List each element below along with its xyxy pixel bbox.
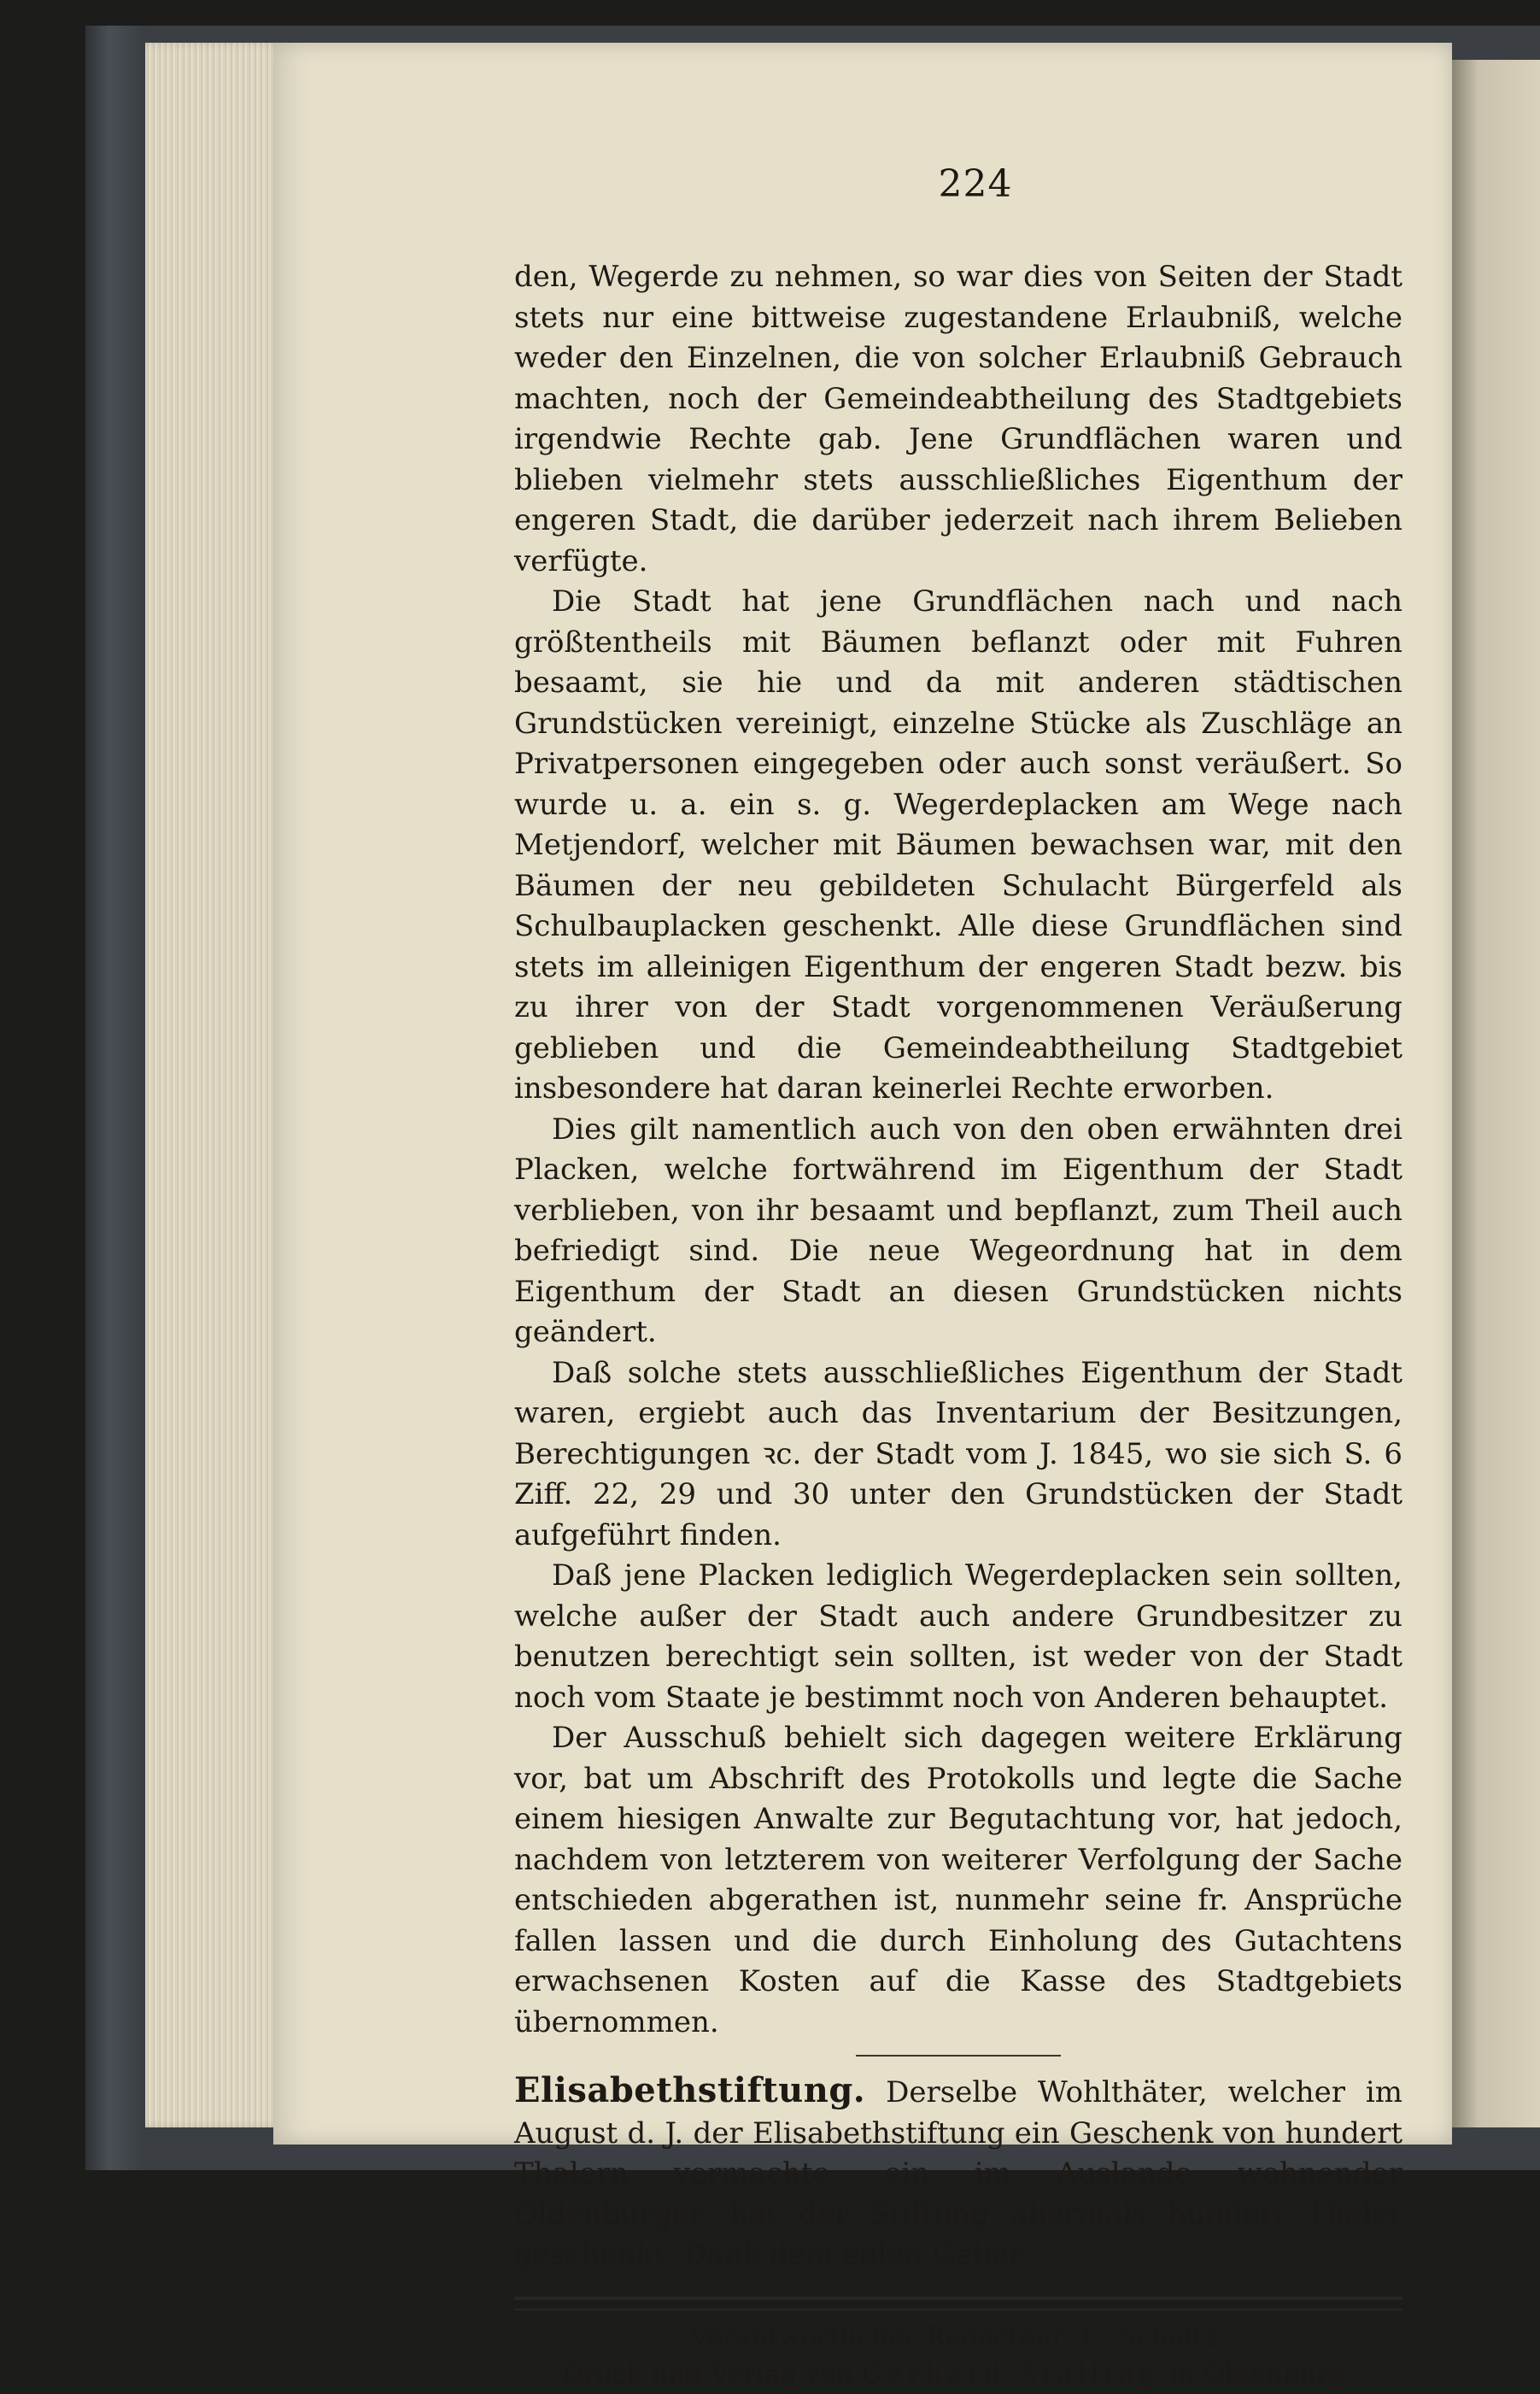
imprint bbox=[514, 2319, 1402, 2394]
imprint-editor-line bbox=[514, 2319, 1402, 2356]
next-page-edge bbox=[1452, 60, 1540, 2127]
page-number: 224 bbox=[938, 162, 1013, 206]
section-text: Derselbe Wohlthäter, welcher im August d. J. der Elisabethstiftung ein Geschenk von hundert Thalern vermachte, ein im Auslande wohnender Oldenburger, hat der Stiftung abermals hundert Thaler geschenkt. Dank dem edlen Geber. bbox=[514, 2075, 1403, 2272]
footer-rule bbox=[514, 2297, 1402, 2310]
paragraph-5: Daß jene Placken lediglich Wegerdeplacken sein sollten, welche außer der Stadt auch andere Grundbesitzer zu benutzen berechtigt sein sollten, ist weder von der Stadt noch vom Staate je bestimmt noch von Anderen behauptet. bbox=[514, 1558, 1402, 1715]
page-stack-edge bbox=[145, 43, 282, 2127]
page-content bbox=[514, 162, 1402, 2394]
section-title: Elisabethstiftung. bbox=[514, 2070, 866, 2110]
section-divider bbox=[856, 2055, 1061, 2057]
paragraph-1: den, Wegerde zu nehmen, so war dies von Seiten der Stadt stets nur eine bittweise zugestandene Erlaubniß, welche weder den Einzelnen, die von solcher Erlaubniß Gebrauch machten, noch der Gemeindeabtheilung des Stadtgebiets irgendwie Rechte gab. Jene Grundflächen waren und blieben vielmehr stets ausschließliches Eigenthum der engeren Stadt, die darüber jederzeit nach ihrem Belieben verfügte. bbox=[514, 260, 1402, 578]
printer-label: Druck und Verlag von bbox=[561, 2359, 853, 2390]
book-cover-edge bbox=[85, 26, 145, 2170]
printer-place: in Oldenburg. bbox=[1169, 2359, 1356, 2390]
paragraph-3: Dies gilt namentlich auch von den oben erwähnten drei Placken, welche fortwährend im Eigenthum der Stadt verblieben, von ihr besaamt und bepflanzt, zum Theil auch befriedigt sind. Die neue Wegeordnung hat in dem Eigenthum der Stadt an diesen Grundstücken nichts geändert. bbox=[514, 1112, 1402, 1349]
paragraph-2: Die Stadt hat jene Grundflächen nach und nach größtentheils mit Bäumen beflanzt oder mit Fuhren besaamt, sie hie und da mit anderen städtischen Grundstücken vereinigt, einzelne Stücke als Zuschläge an Privatpersonen eingegeben oder auch sonst veräußert. So wurde u. a. ein s. g. Wegerdeplacken am Wege nach Metjendorf, welcher mit Bäumen bewachsen war, mit den Bäumen der neu gebildeten Schulacht Bürgerfeld als Schulbauplacken geschenkt. Alle diese Grundflächen sind stets im alleinigen Eigenthum der engeren Stadt bezw. bis zu ihrer von der Stadt vorgenommenen Veräußerung geblieben und die Gemeindeabtheilung Stadtgebiet insbesondere hat daran keinerlei Rechte erworben. bbox=[514, 584, 1402, 1106]
paragraph-6: Der Ausschuß behielt sich dagegen weitere Erklärung vor, bat um Abschrift des Protokolls und legte die Sache einem hiesigen Anwalte zur Begutachtung vor, hat jedoch, nachdem von letzterem von weiterer Verfolgung der Sache entschieden abgerathen ist, nunmehr seine fr. Ansprüche fallen lassen und die durch Einholung des Gutachtens erwachsenen Kosten auf die Kasse des Stadtgebiets übernommen. bbox=[514, 1721, 1402, 2039]
paragraph-4: Daß solche stets ausschließliches Eigenthum der Stadt waren, ergiebt auch das Inventarium der Besitzungen, Berechtigungen ꝛc. der Stadt vom J. 1845, wo sie sich S. 6 Ziff. 22, 29 und 30 unter den Grundstücken der Stadt aufgeführt finden. bbox=[514, 1355, 1402, 1552]
section-paragraph bbox=[514, 2070, 1402, 2276]
printer-name: Gerhard Stalling bbox=[861, 2359, 1162, 2390]
editor-name: C. Scholtz. bbox=[1082, 2321, 1227, 2352]
editor-label: Verantwortlicher Redacteur: bbox=[690, 2321, 1074, 2352]
imprint-printer-line bbox=[514, 2356, 1402, 2394]
